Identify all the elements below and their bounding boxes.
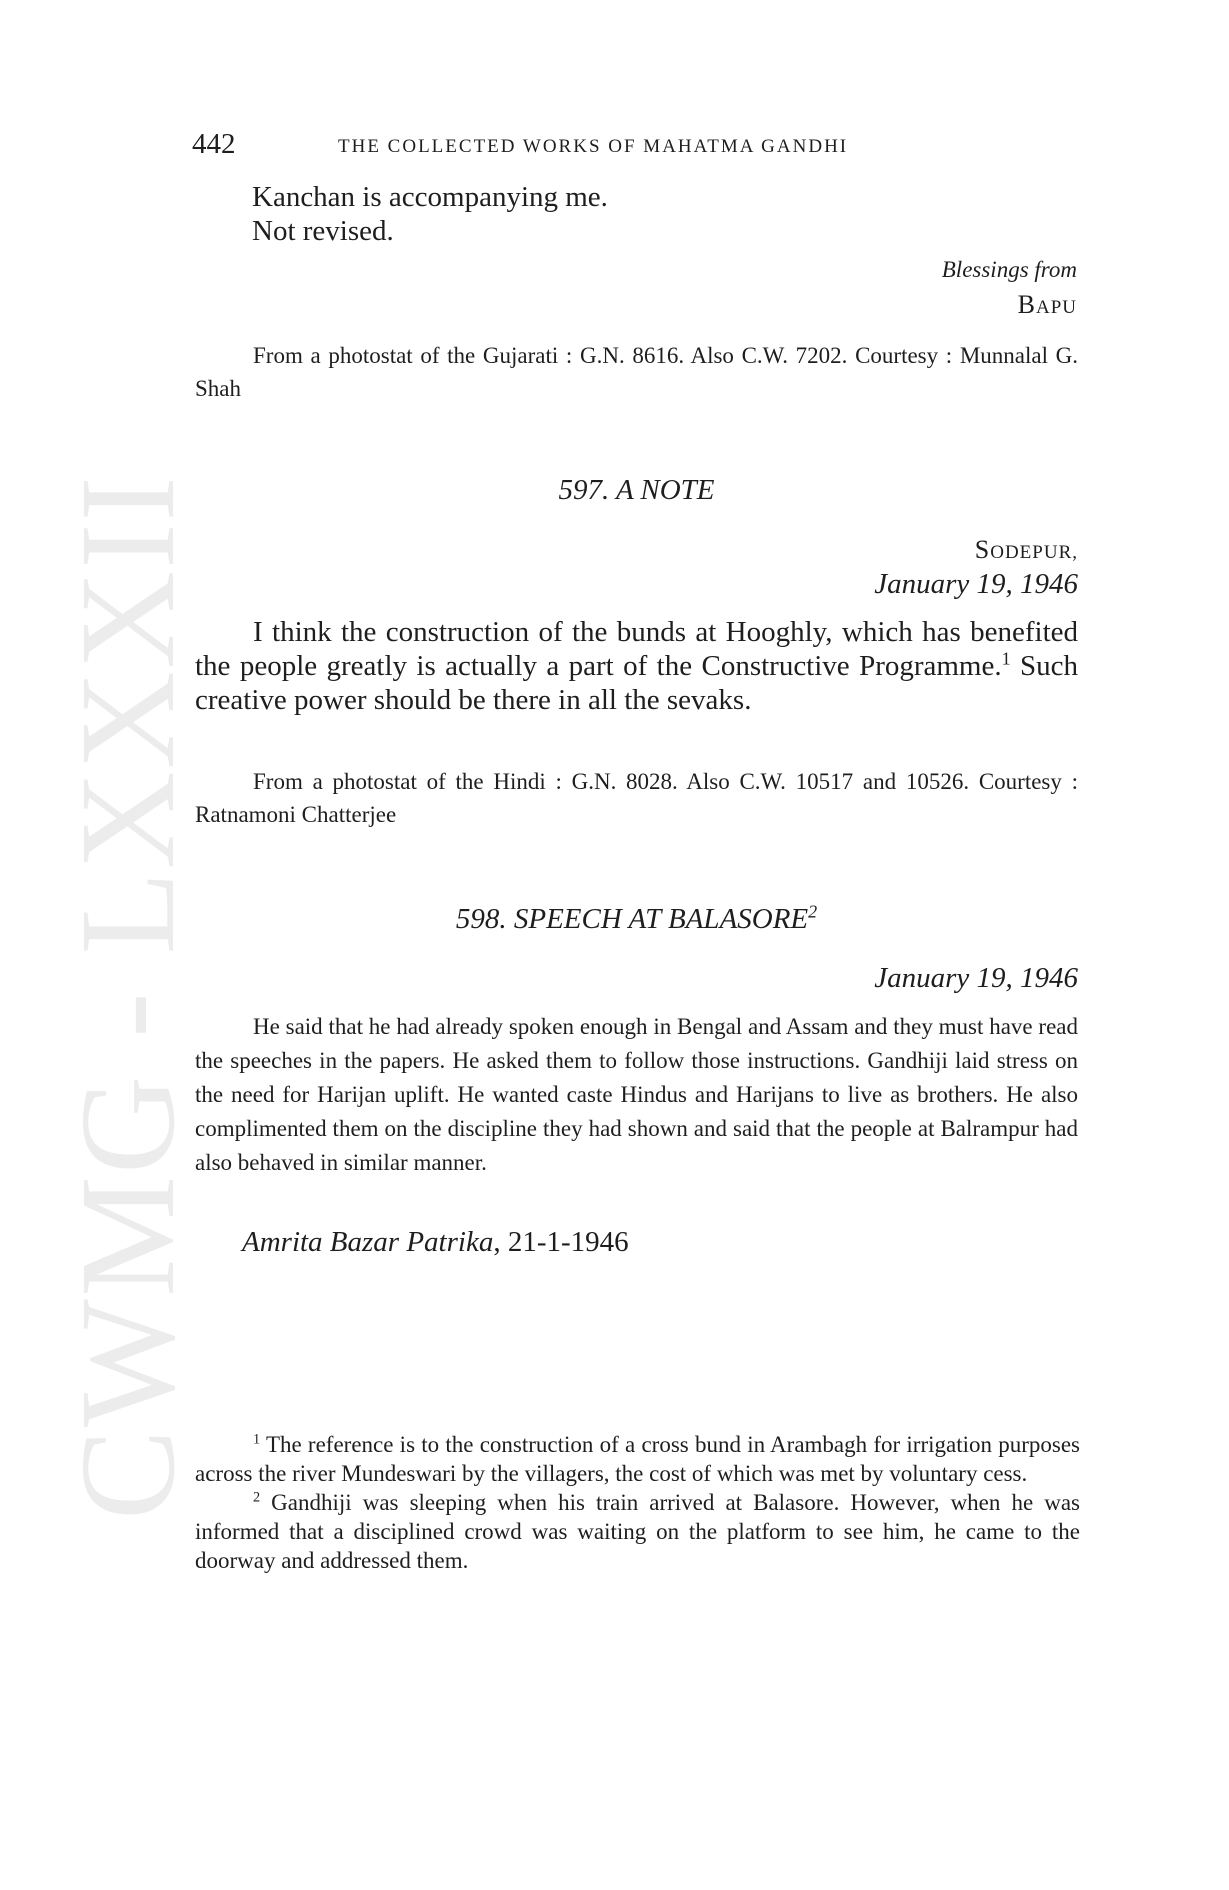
speech-598-date: January 19, 1946	[874, 962, 1078, 994]
footnotes	[195, 1430, 1080, 1575]
section-heading-597: 597. A NOTE	[558, 474, 715, 506]
note-597-body-text-after: Such creative power should be there in all the sevaks.	[195, 650, 1079, 716]
footnote-mark: 2	[253, 1489, 261, 1506]
footnote-ref-1: 1	[1001, 648, 1011, 669]
speech-598-body: He said that he had already spoken enough in Bengal and Assam and they must have read the speeches in the papers. He asked them to follow those instructions. Gandhiji laid stress on the need for Harijan uplift. He wanted caste Hindus and Harijans to live as brothers. He also complimented them on the discipline they had shown and said that the people at Balrampur had also behaved in similar manner.	[195, 1014, 1078, 1175]
note-597-body	[195, 615, 1078, 717]
source-publication: Amrita Bazar Patrika	[242, 1226, 494, 1258]
signature-initial: B	[1017, 290, 1036, 319]
place-rest: ODEPUR,	[990, 542, 1078, 563]
footnote-mark: 1	[253, 1431, 261, 1448]
signature-rest: APU	[1035, 297, 1077, 318]
letter-line-2: Not revised.	[252, 215, 394, 247]
letter-source-note: From a photostat of the Gujarati : G.N. 8616. Also C.W. 7202. Courtesy : Munnalal G. Shah	[195, 343, 1078, 401]
note-597-place	[975, 535, 1078, 565]
note-597-source: From a photostat of the Hindi : G.N. 8028. Also C.W. 10517 and 10526. Courtesy : Ratnamoni Chatterjee	[195, 769, 1078, 827]
note-597-date: January 19, 1946	[874, 568, 1078, 600]
footnote-1	[195, 1430, 1080, 1488]
footnote-2	[195, 1488, 1080, 1575]
page-number: 442	[192, 128, 236, 160]
source-date: , 21-1-1946	[493, 1226, 629, 1258]
place-initial: S	[974, 535, 991, 564]
note-597-body-text: I think the construction of the bunds at Hooghly, which has benefited the people greatly is actually a part of the Constructive Programme.	[195, 616, 1078, 682]
signoff-blessing: Blessings from	[941, 257, 1077, 282]
letter-line-1: Kanchan is accompanying me.	[252, 181, 608, 213]
section-heading-598-text: 598. SPEECH AT BALASORE	[455, 903, 809, 935]
footnote-ref-2: 2	[808, 901, 818, 922]
watermark: CWMG - LXXXII	[53, 474, 203, 1520]
speech-598-source	[242, 1226, 629, 1259]
running-head: THE COLLECTED WORKS OF MAHATMA GANDHI	[338, 136, 849, 157]
footnote-text: Gandhiji was sleeping when his train arrived at Balasore. However, when he was informed that a disciplined crowd was waiting on the platform to see him, he came to the doorway and addressed them.	[195, 1490, 1080, 1573]
footnote-text: The reference is to the construction of a cross bund in Arambagh for irrigation purposes across the river Mundeswari by the villagers, the cost of which was met by voluntary cess.	[195, 1432, 1080, 1486]
signoff-signature	[1018, 290, 1077, 320]
section-heading-598	[195, 903, 1078, 936]
